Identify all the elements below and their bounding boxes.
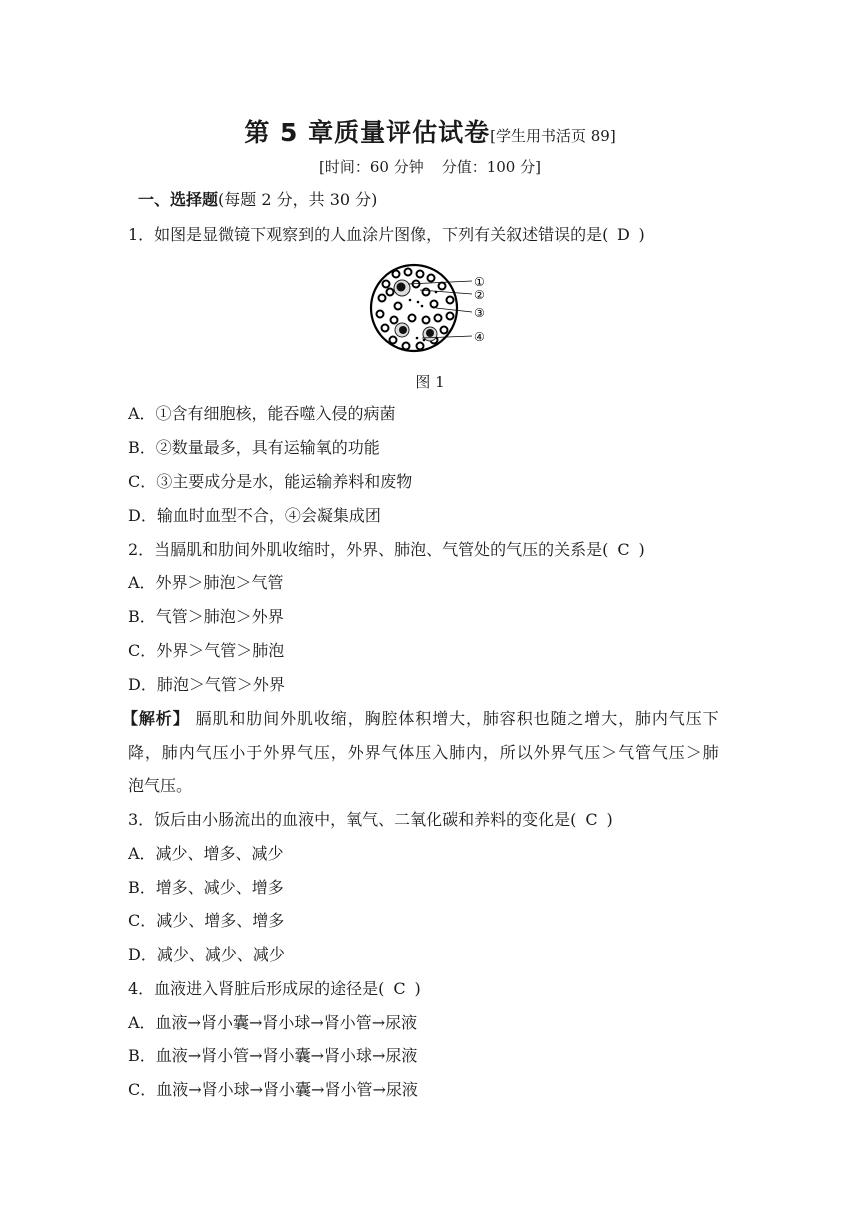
figure-caption: 图 1 [415,373,445,391]
question-text: 3．饭后由小肠流出的血液中，氧气、二氧化碳和养料的变化是( [128,810,577,829]
page-title [0,113,860,149]
question-text: 1．如图是显微镜下观察到的人血涂片图像，下列有关叙述错误的是( [128,225,609,244]
option-4b: B．血液→肾小管→肾小囊→肾小球→尿液 [128,1046,418,1065]
answer-letter: C [617,540,630,559]
close-paren: ) [606,810,613,829]
question-2-stem [128,540,645,560]
question-text: 2．当膈肌和肋间外肌收缩时，外界、肺泡、气管处的气压的关系是( [128,540,609,559]
label-2: ② [474,288,485,302]
blood-smear-figure [368,262,494,358]
label-3: ③ [474,306,485,320]
option-1b: B．②数量最多，具有运输氧的功能 [128,438,380,457]
analysis-line-3: 泡气压。 [128,776,193,795]
analysis-line-2: 降，肺内气压小于外界气压，外界气体压入肺内，所以外界气压＞气管气压＞肺 [128,743,720,762]
section-note: (每题 2 分，共 30 分) [218,190,378,209]
analysis-label: 【解析】 [122,709,190,728]
option-1d: D．输血时血型不合，④会凝集成团 [128,506,381,525]
label-1: ① [474,275,485,289]
microscope-field [371,265,457,351]
option-2b: B．气管＞肺泡＞外界 [128,607,284,626]
close-paren: ) [638,540,645,559]
option-4a: A．血液→肾小囊→肾小球→肾小管→尿液 [128,1013,418,1032]
time-limit: [时间：60 分钟 [319,158,424,176]
section-title: 一、选择题 [138,190,219,209]
title-ref: [学生用书活页 89] [490,127,616,145]
section-heading [138,190,377,210]
close-paren: ) [638,225,645,244]
option-2c: C．外界＞气管＞肺泡 [128,641,285,660]
option-3a: A．减少、增多、减少 [128,844,284,863]
answer-letter: C [585,810,598,829]
option-3d: D．减少、减少、减少 [128,945,285,964]
close-paren: ) [414,979,421,998]
option-1c: C．③主要成分是水，能运输养料和废物 [128,472,413,491]
answer-letter: D [617,225,630,244]
question-4-stem [128,979,421,999]
label-4: ④ [474,330,485,344]
option-1a: A．①含有细胞核，能吞噬入侵的病菌 [128,404,396,423]
option-2a: A．外界＞肺泡＞气管 [128,573,284,592]
question-1-stem [128,225,645,245]
exam-meta [0,156,860,177]
answer-letter: C [393,979,406,998]
question-3-stem [128,810,613,830]
question-text: 4．血液进入肾脏后形成尿的途径是( [128,979,385,998]
option-2d: D．肺泡＞气管＞外界 [128,675,285,694]
title-main: 第 5 章质量评估试卷 [244,118,491,147]
option-3b: B．增多、减少、增多 [128,878,284,897]
analysis-line-1 [122,709,720,729]
analysis-text: 膈肌和肋间外肌收缩，胸腔体积增大，肺容积也随之增大，肺内气压下 [195,709,720,728]
option-4c: C．血液→肾小球→肾小囊→肾小管→尿液 [128,1080,418,1099]
option-3c: C．减少、增多、增多 [128,911,285,930]
score-total: 分值：100 分] [441,158,541,176]
